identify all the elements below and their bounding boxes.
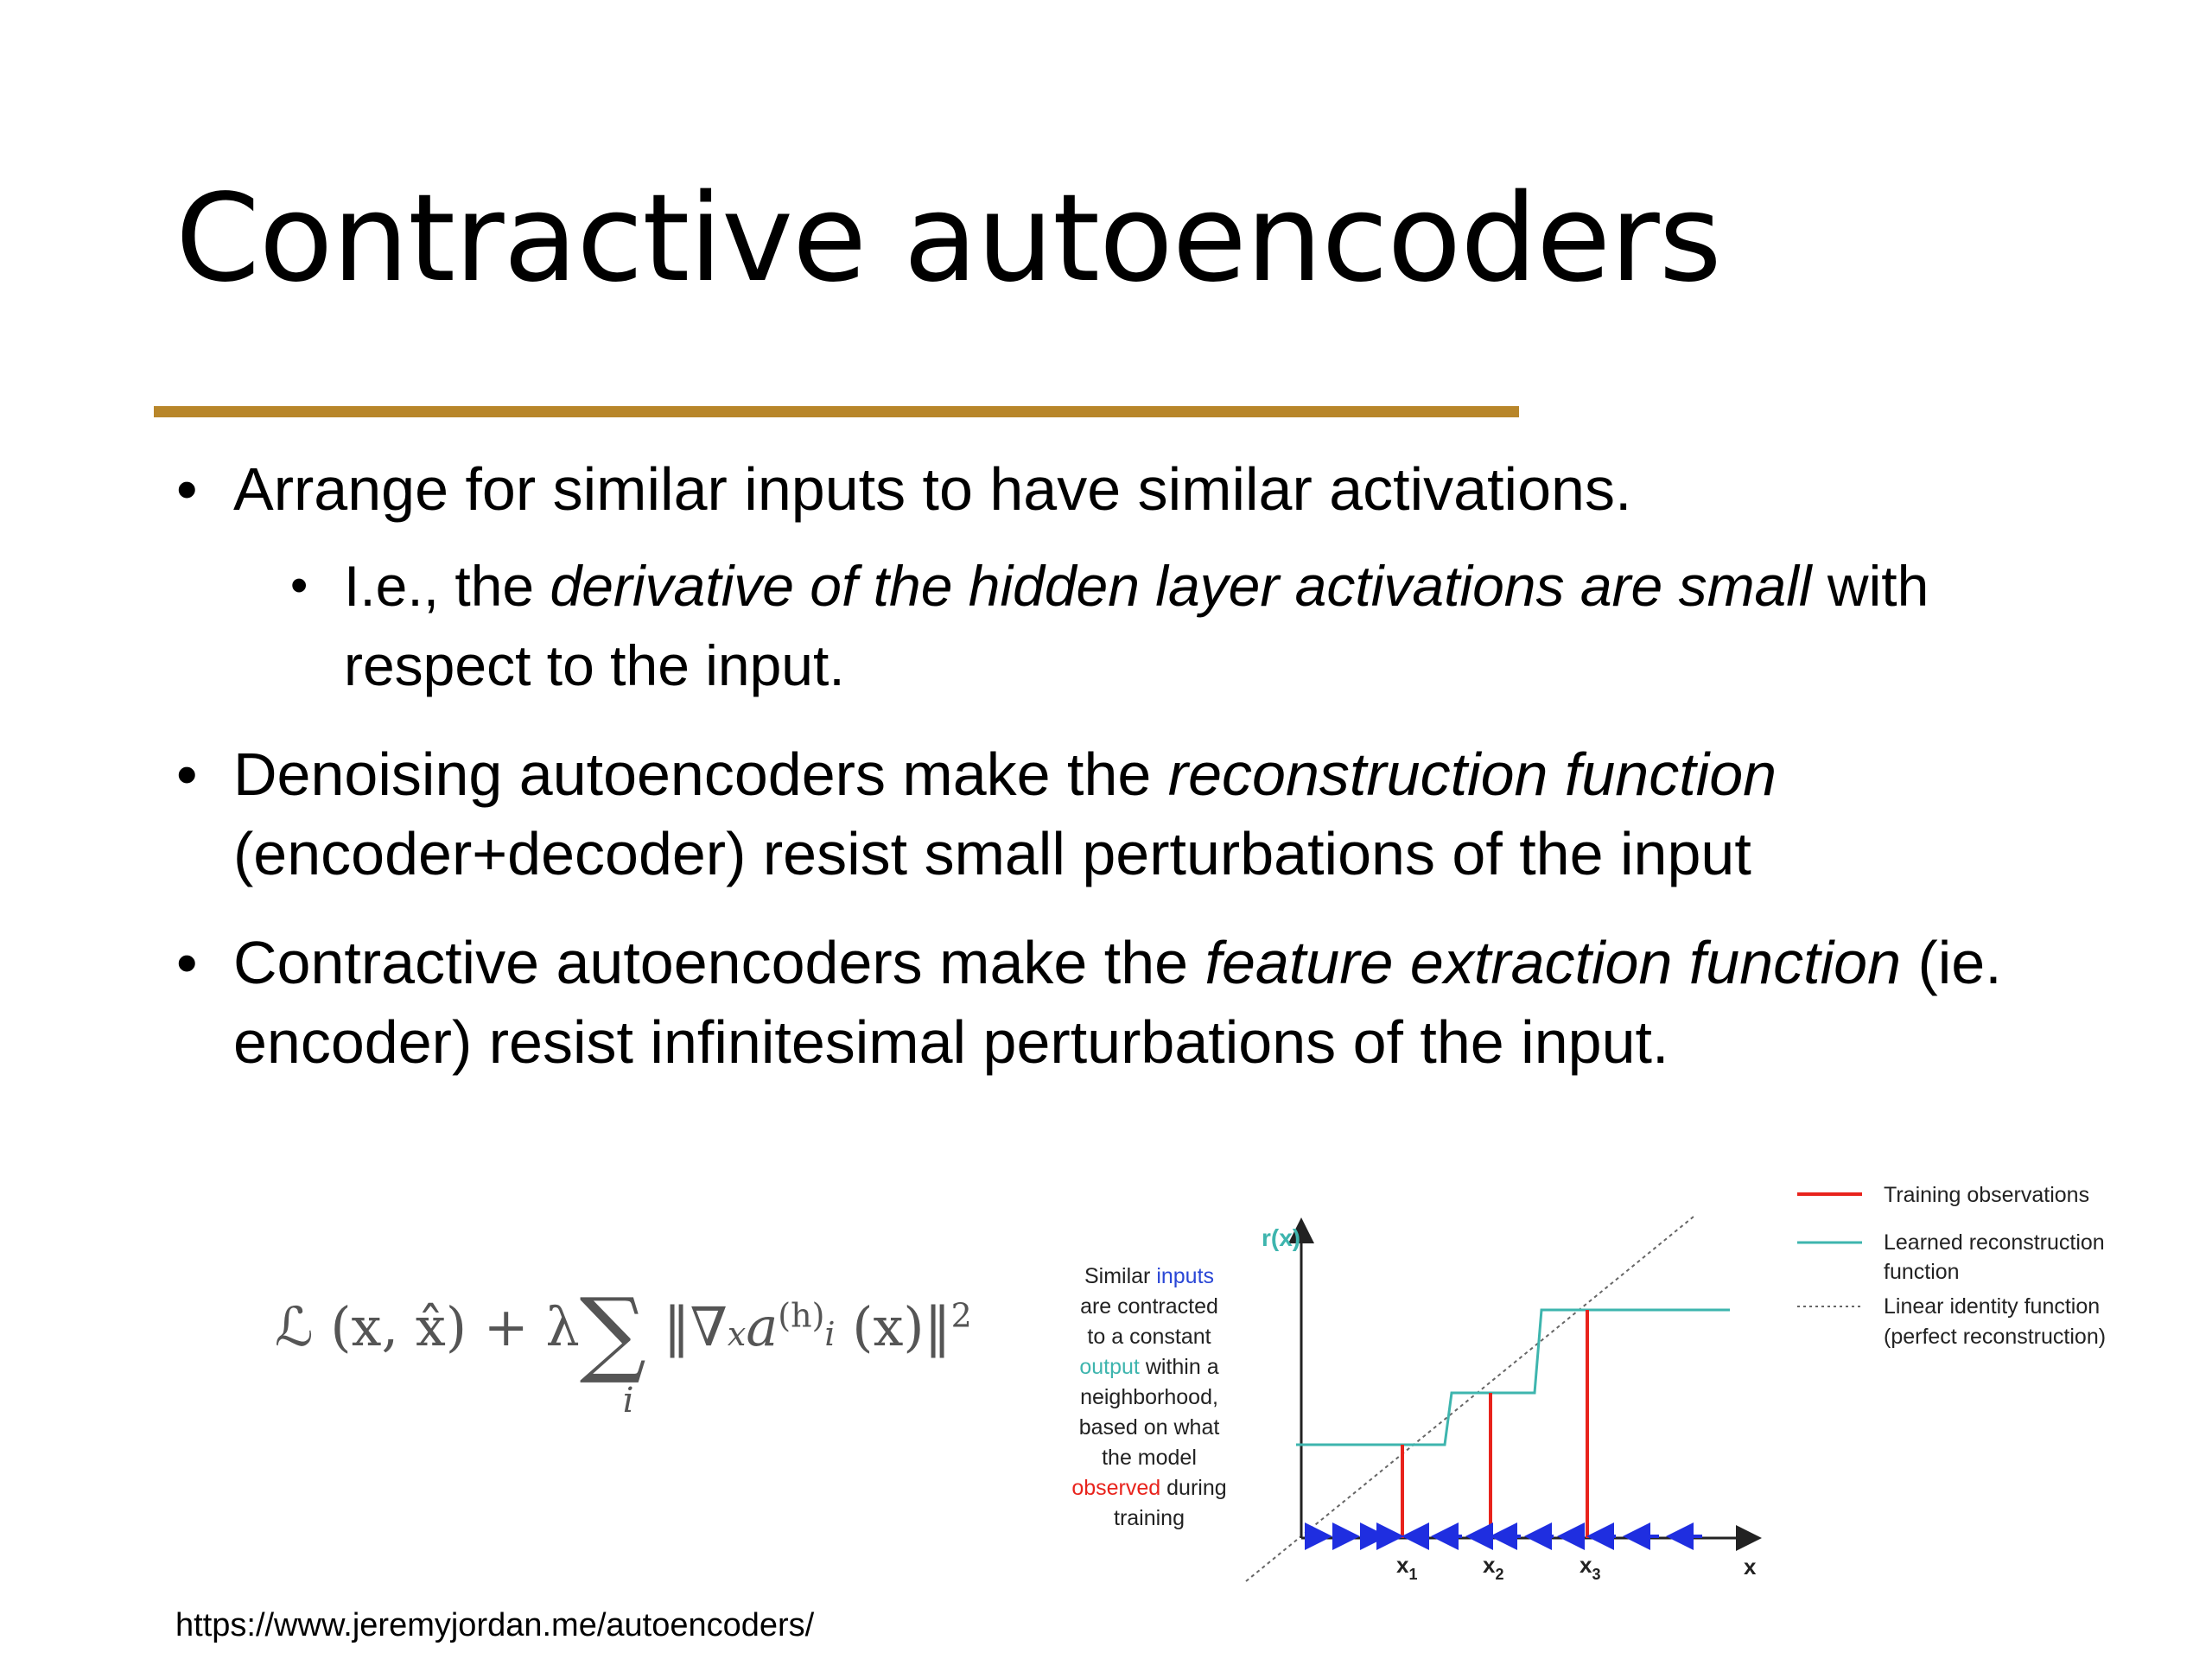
caption-line-6: based on what (1078, 1415, 1220, 1440)
bullet-text-emphasis: reconstruction function (1167, 741, 1777, 808)
sum-index: i (622, 1381, 634, 1421)
caption-line-5: neighborhood, (1080, 1385, 1218, 1409)
sum-symbol: ∑ (579, 1279, 646, 1387)
identity-line (1246, 1217, 1694, 1581)
caption-line-1: Similar inputs (1084, 1264, 1215, 1288)
formula-activation: a (746, 1295, 779, 1358)
bullet-text-pre: Denoising autoencoders make the (233, 741, 1168, 808)
caption-line-3: to a constant (1087, 1325, 1211, 1349)
formula-power: 2 (950, 1296, 972, 1335)
x-tick-x1: $x_1$ (1396, 1552, 1418, 1583)
figure-caption (1071, 1264, 1226, 1530)
learned-reconstruction-line (1296, 1310, 1730, 1445)
y-axis-label: r(x) (1262, 1224, 1301, 1251)
formula-norm-open: ‖∇ (663, 1295, 728, 1358)
sub-bullet-text-emphasis: derivative of the hidden layer activations are small (550, 554, 1812, 618)
legend-identity-1: Linear identity function (1884, 1294, 2101, 1319)
sub-bullet-derivative (283, 546, 2039, 705)
caption-line-4: output within a (1079, 1355, 1219, 1379)
formula-norm-close: ‖ (924, 1295, 951, 1358)
bullet-dot: • (176, 741, 198, 808)
bullet-text-post: (encoder+decoder) resist small perturbations of the input (233, 820, 1751, 887)
bullet-text-post: (ie. encoder) resist infinitesimal perturbations of the input. (233, 929, 2002, 1076)
caption-output: output (1079, 1355, 1140, 1379)
legend-learned-1: Learned reconstruction (1884, 1230, 2105, 1255)
contraction-figure (1054, 1175, 2177, 1624)
bullet-contractive (173, 923, 2039, 1082)
caption-line-9: training (1114, 1506, 1185, 1530)
source-url[interactable]: https://www.jeremyjordan.me/autoencoders/ (175, 1607, 815, 1643)
bullet-denoising (173, 734, 2039, 893)
slide-title: Contractive autoencoders (175, 168, 1721, 309)
bullet-text-emphasis: feature extraction function (1205, 929, 1901, 996)
formula-activation-sup: (h) (778, 1296, 825, 1335)
bullet-similar-activations (173, 449, 2039, 529)
legend-identity-2: (perfect reconstruction) (1884, 1325, 2107, 1349)
sub-bullet-dot: • (290, 557, 308, 613)
caption-observed: observed (1071, 1476, 1161, 1500)
x-tick-x2: $x_2$ (1483, 1552, 1504, 1583)
bullet-text: Arrange for similar inputs to have similar activations. (233, 455, 1632, 523)
formula-sum (579, 1279, 646, 1421)
caption-inputs: inputs (1156, 1264, 1215, 1288)
legend-training: Training observations (1884, 1183, 2090, 1207)
legend-learned-2: function (1884, 1260, 1960, 1284)
sub-bullet-text-pre: I.e., the (344, 554, 550, 618)
formula-loss: ℒ (x, x̂) + λ (275, 1295, 580, 1358)
bullet-list (173, 449, 2039, 1111)
x-axis-label: x (1744, 1554, 1757, 1580)
sub-bullet-text-post: with respect to the input. (344, 554, 1929, 697)
formula-arg: (x) (835, 1295, 925, 1358)
formula-activation-sub: i (824, 1315, 836, 1353)
caption-line-8: observed during (1071, 1476, 1227, 1500)
x-tick-x3: $x_3$ (1580, 1552, 1601, 1583)
loss-formula (275, 1279, 972, 1421)
bullet-dot: • (176, 455, 198, 523)
title-underline (154, 406, 1519, 417)
formula-grad-sub: x (727, 1315, 747, 1353)
caption-line-7: the model (1102, 1446, 1197, 1470)
plot-area (1246, 1217, 1759, 1583)
caption-line-2: are contracted (1080, 1294, 1218, 1319)
figure-legend (1797, 1183, 2106, 1349)
bullet-dot: • (176, 929, 198, 996)
bullet-text-pre: Contractive autoencoders make the (233, 929, 1205, 996)
